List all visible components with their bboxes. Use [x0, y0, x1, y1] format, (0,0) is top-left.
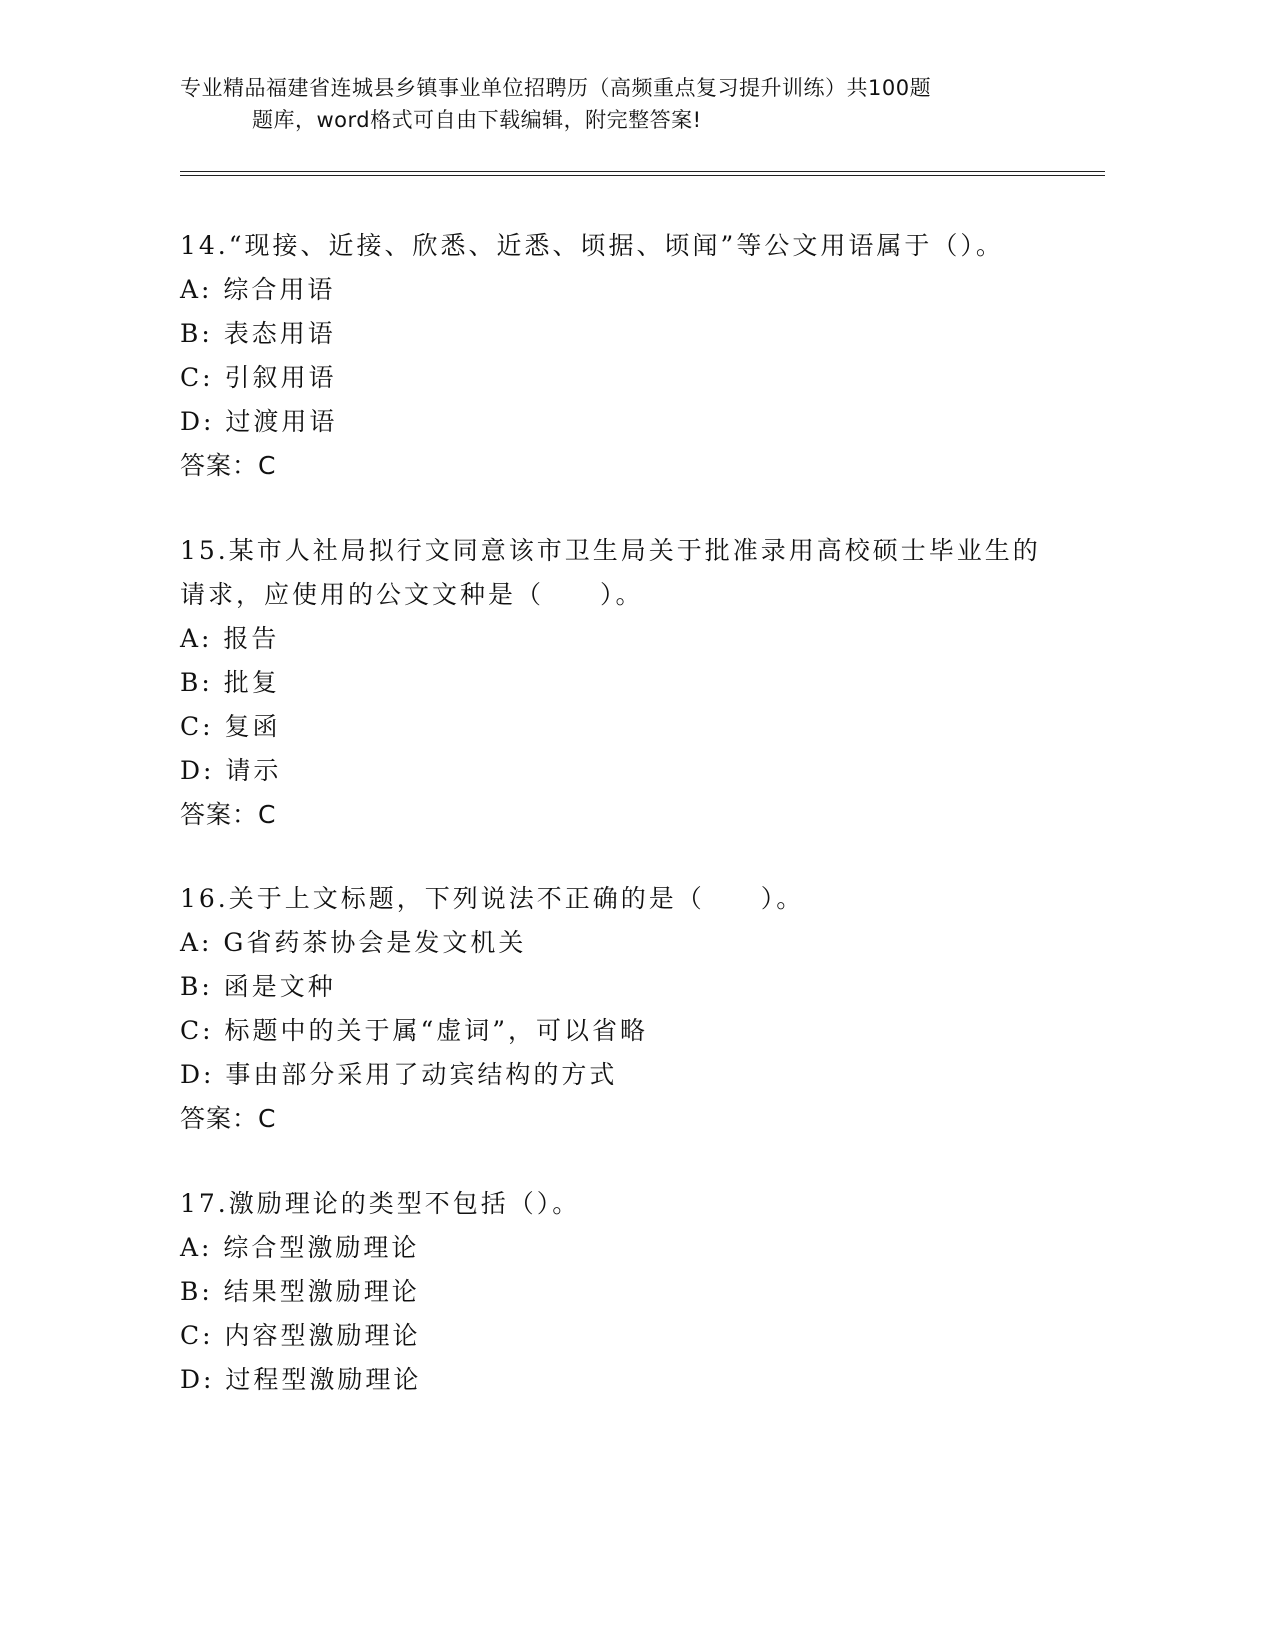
option-c: C: 复函: [180, 712, 281, 741]
header-title-line-2: 题库，word格式可自由下载编辑，附完整答案!: [252, 108, 702, 132]
question-stem: 17.激励理论的类型不包括（）。: [180, 1189, 581, 1218]
answer: 答案：C: [180, 451, 277, 480]
question-stem: 14.“现接、近接、欣悉、近悉、顷据、顷闻”等公文用语属于（）。: [180, 231, 1004, 260]
option-d: D: 事由部分采用了动宾结构的方式: [180, 1060, 618, 1089]
question-stem-continued: 请求，应使用的公文文种是（ ）。: [180, 580, 644, 609]
option-b: B: 表态用语: [180, 319, 336, 348]
question-stem: 16.关于上文标题，下列说法不正确的是（ ）。: [180, 884, 805, 913]
option-d: D: 请示: [180, 756, 282, 785]
option-c: C: 引叙用语: [180, 363, 337, 392]
question-17: [180, 1182, 1080, 1402]
option-a: A: 综合用语: [180, 275, 336, 304]
option-c: C: 内容型激励理论: [180, 1321, 421, 1350]
option-a: A: 综合型激励理论: [180, 1233, 420, 1262]
document-header: [180, 72, 1040, 136]
answer: 答案：C: [180, 1104, 277, 1133]
header-rule-top: [180, 171, 1105, 172]
option-b: B: 结果型激励理论: [180, 1277, 420, 1306]
option-d: D: 过渡用语: [180, 407, 338, 436]
option-c: C: 标题中的关于属“虚词”，可以省略: [180, 1016, 649, 1045]
option-a: A: 报告: [180, 624, 280, 653]
option-b: B: 批复: [180, 668, 280, 697]
question-stem: 15.某市人社局拟行文同意该市卫生局关于批准录用高校硕士毕业生的: [180, 536, 1041, 565]
question-16: [180, 877, 1080, 1141]
option-b: B: 函是文种: [180, 972, 336, 1001]
question-15: [180, 529, 1080, 837]
header-title-line-1: 专业精品福建省连城县乡镇事业单位招聘历（高频重点复习提升训练）共100题: [180, 76, 932, 100]
header-rule-bottom: [180, 175, 1105, 176]
option-d: D: 过程型激励理论: [180, 1365, 422, 1394]
question-14: [180, 224, 1080, 488]
answer: 答案：C: [180, 800, 277, 829]
option-a: A: G省药茶协会是发文机关: [180, 928, 527, 957]
